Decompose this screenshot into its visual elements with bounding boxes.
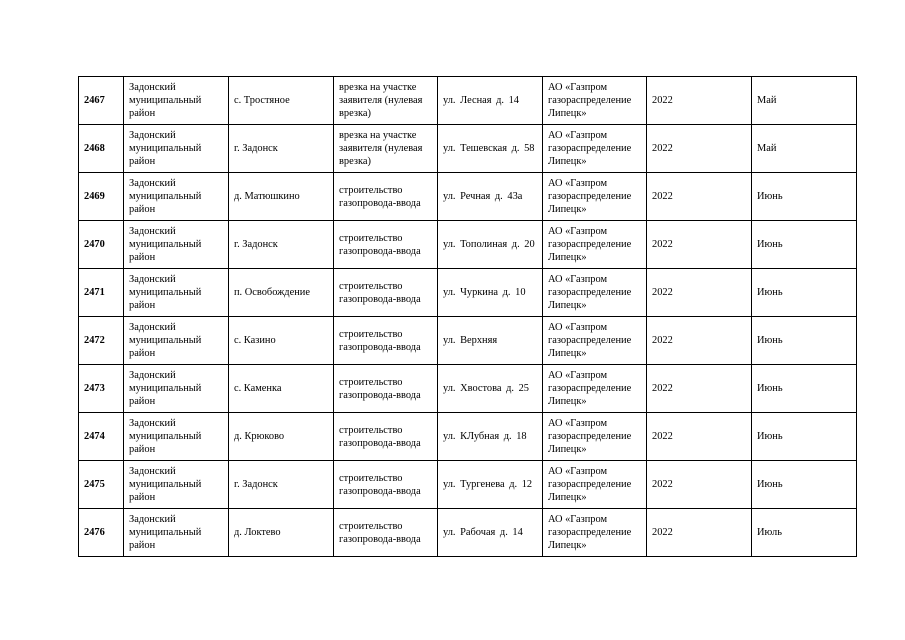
address-cell: ул. Чуркина д. 10 [438,269,543,317]
locality-cell: с. Тростяное [229,77,334,125]
organization-cell: АО «Газпром газораспределение Липецк» [543,365,647,413]
table-row [79,269,857,317]
month-cell: Июнь [752,269,857,317]
district-cell: Задонский муниципальный район [124,365,229,413]
table-row [79,317,857,365]
work-type-cell: строительство газопровода-ввода [334,221,438,269]
month-cell: Май [752,125,857,173]
locality-cell: п. Освобождение [229,269,334,317]
work-type-cell: строительство газопровода-ввода [334,269,438,317]
work-type-cell: строительство газопровода-ввода [334,461,438,509]
district-cell: Задонский муниципальный район [124,461,229,509]
address-cell: ул. Рабочая д. 14 [438,509,543,557]
district-cell: Задонский муниципальный район [124,509,229,557]
organization-cell: АО «Газпром газораспределение Липецк» [543,413,647,461]
work-type-cell: строительство газопровода-ввода [334,173,438,221]
address-cell: ул. Тополиная д. 20 [438,221,543,269]
month-cell: Июнь [752,173,857,221]
work-type-cell: строительство газопровода-ввода [334,365,438,413]
work-type-cell: строительство газопровода-ввода [334,413,438,461]
work-type-cell: врезка на участке заявителя (нулевая врезка) [334,125,438,173]
address-cell: ул. Верхняя [438,317,543,365]
locality-cell: г. Задонск [229,125,334,173]
year-cell: 2022 [647,365,752,413]
organization-cell: АО «Газпром газораспределение Липецк» [543,509,647,557]
year-cell: 2022 [647,509,752,557]
address-cell: ул. Речная д. 43а [438,173,543,221]
work-type-cell: строительство газопровода-ввода [334,509,438,557]
address-cell: ул. Тургенева д. 12 [438,461,543,509]
organization-cell: АО «Газпром газораспределение Липецк» [543,173,647,221]
district-cell: Задонский муниципальный район [124,269,229,317]
year-cell: 2022 [647,173,752,221]
table-body [79,77,857,557]
work-type-cell: строительство газопровода-ввода [334,317,438,365]
row-number-cell: 2473 [79,365,124,413]
table-row [79,461,857,509]
year-cell: 2022 [647,413,752,461]
district-cell: Задонский муниципальный район [124,221,229,269]
row-number-cell: 2469 [79,173,124,221]
row-number-cell: 2476 [79,509,124,557]
locality-cell: д. Локтево [229,509,334,557]
district-cell: Задонский муниципальный район [124,317,229,365]
month-cell: Июнь [752,221,857,269]
row-number-cell: 2475 [79,461,124,509]
organization-cell: АО «Газпром газораспределение Липецк» [543,269,647,317]
organization-cell: АО «Газпром газораспределение Липецк» [543,221,647,269]
year-cell: 2022 [647,269,752,317]
address-cell: ул. КЛубная д. 18 [438,413,543,461]
organization-cell: АО «Газпром газораспределение Липецк» [543,461,647,509]
gasification-schedule-table [78,76,857,557]
table-row [79,173,857,221]
month-cell: Июнь [752,365,857,413]
month-cell: Июль [752,509,857,557]
district-cell: Задонский муниципальный район [124,77,229,125]
locality-cell: г. Задонск [229,221,334,269]
organization-cell: АО «Газпром газораспределение Липецк» [543,125,647,173]
address-cell: ул. Лесная д. 14 [438,77,543,125]
district-cell: Задонский муниципальный район [124,413,229,461]
locality-cell: с. Казино [229,317,334,365]
row-number-cell: 2471 [79,269,124,317]
table-row [79,221,857,269]
month-cell: Июнь [752,461,857,509]
year-cell: 2022 [647,221,752,269]
year-cell: 2022 [647,125,752,173]
locality-cell: д. Крюково [229,413,334,461]
table-row [79,125,857,173]
month-cell: Июнь [752,317,857,365]
table-row [79,509,857,557]
table-row [79,77,857,125]
row-number-cell: 2467 [79,77,124,125]
row-number-cell: 2468 [79,125,124,173]
month-cell: Май [752,77,857,125]
row-number-cell: 2472 [79,317,124,365]
year-cell: 2022 [647,317,752,365]
address-cell: ул. Тешевская д. 58 [438,125,543,173]
organization-cell: АО «Газпром газораспределение Липецк» [543,77,647,125]
row-number-cell: 2474 [79,413,124,461]
locality-cell: д. Матюшкино [229,173,334,221]
organization-cell: АО «Газпром газораспределение Липецк» [543,317,647,365]
district-cell: Задонский муниципальный район [124,125,229,173]
locality-cell: г. Задонск [229,461,334,509]
address-cell: ул. Хвостова д. 25 [438,365,543,413]
district-cell: Задонский муниципальный район [124,173,229,221]
year-cell: 2022 [647,77,752,125]
row-number-cell: 2470 [79,221,124,269]
locality-cell: с. Каменка [229,365,334,413]
table-row [79,413,857,461]
work-type-cell: врезка на участке заявителя (нулевая врезка) [334,77,438,125]
month-cell: Июнь [752,413,857,461]
table-row [79,365,857,413]
year-cell: 2022 [647,461,752,509]
